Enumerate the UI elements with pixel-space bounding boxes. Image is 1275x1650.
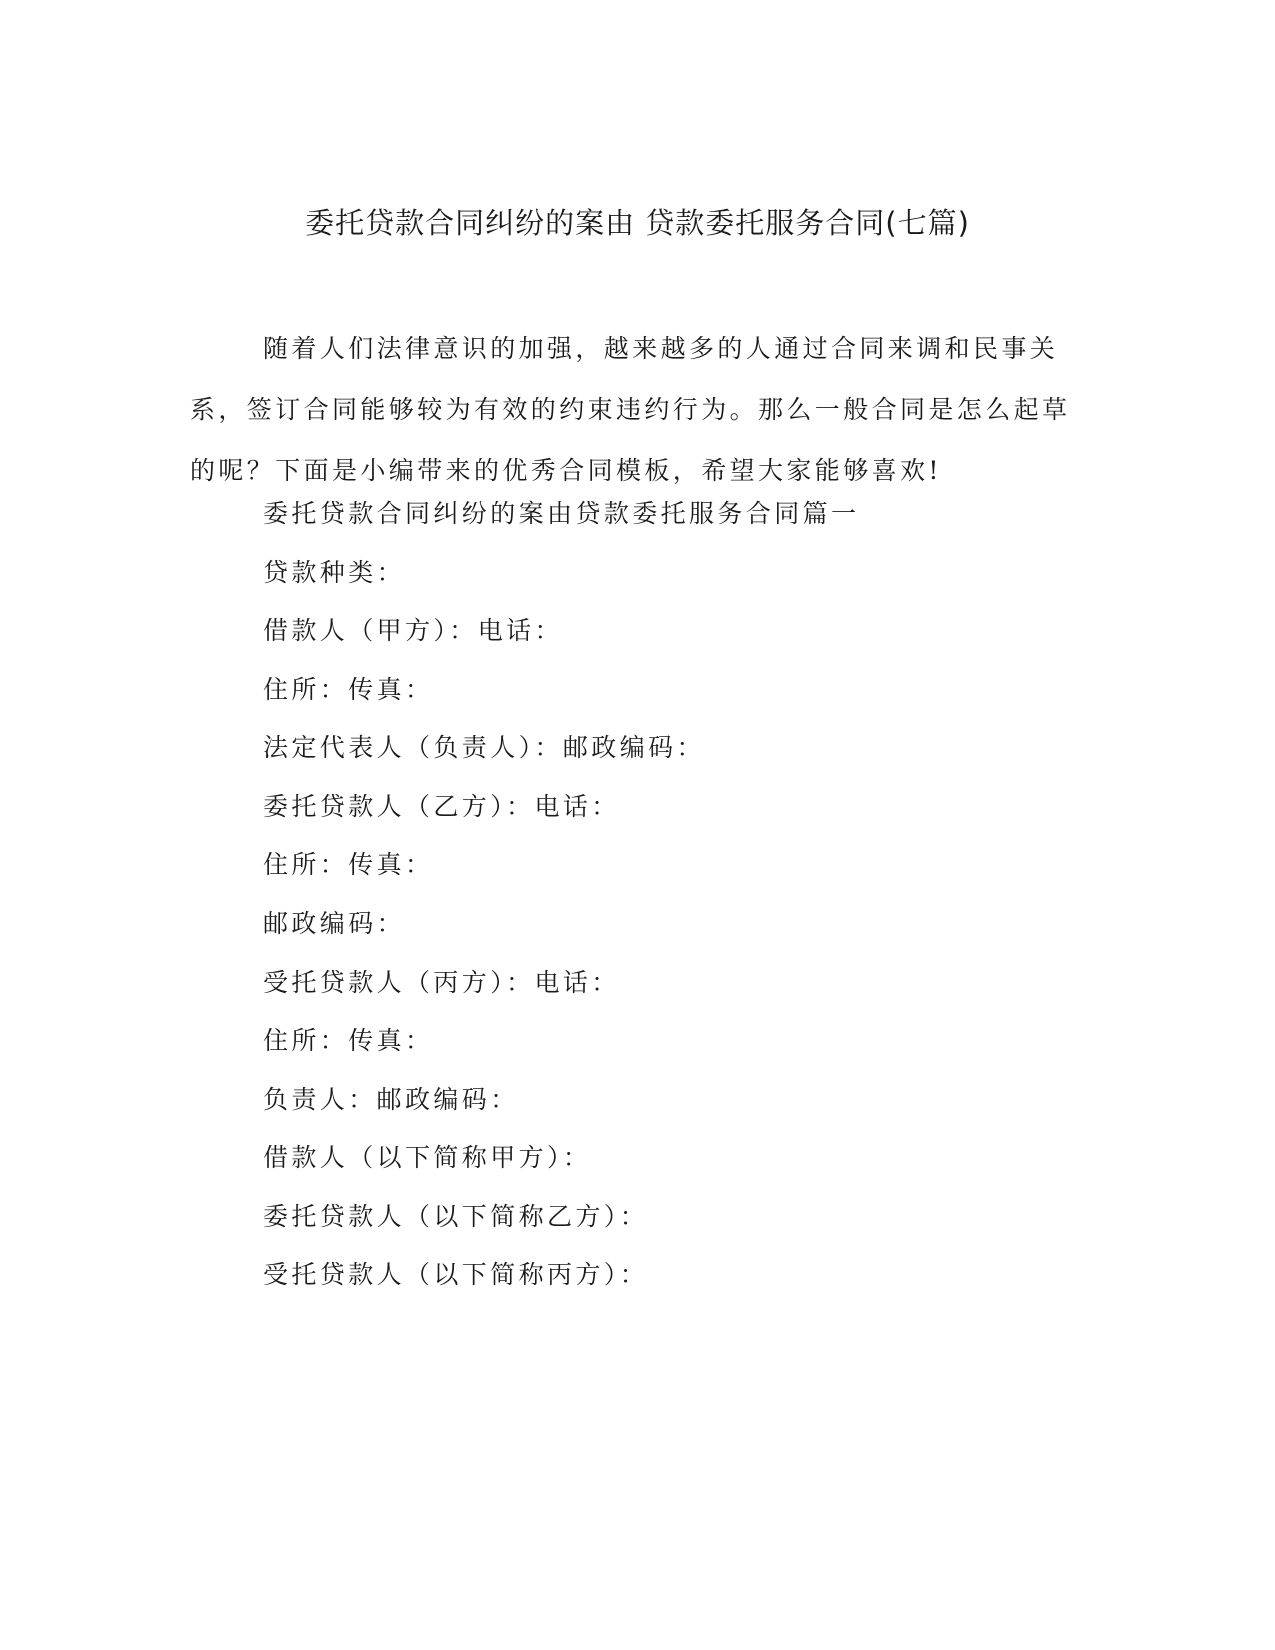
field-person-in-charge: 负责人：邮政编码： [263, 1085, 519, 1114]
field-address: 住所：传真： [263, 1026, 434, 1055]
field-legal-rep: 法定代表人（负责人）：邮政编码： [263, 733, 705, 762]
document-title: 委托贷款合同纠纷的案由 贷款委托服务合同(七篇) [305, 206, 970, 240]
intro-paragraph: 随着人们法律意识的加强，越来越多的人通过合同来调和民事关系，签订合同能够较为有效的约束违约行为。那么一般合同是怎么起草的呢？下面是小编带来的优秀合同模板，希望大家能够喜欢! [190, 334, 1071, 485]
party-c-definition: 受托贷款人（以下简称丙方）： [263, 1260, 649, 1289]
field-address: 住所：传真： [263, 675, 434, 704]
field-postcode: 邮政编码： [263, 909, 406, 938]
party-b-definition: 委托贷款人（以下简称乙方）： [263, 1202, 649, 1231]
field-loan-type: 贷款种类： [263, 558, 406, 587]
field-trustee-lender: 受托贷款人（丙方）：电话： [263, 968, 620, 997]
party-a-definition: 借款人（以下简称甲方）： [263, 1143, 592, 1172]
field-entrusting-lender: 委托贷款人（乙方）：电话： [263, 792, 620, 821]
section-heading: 委托贷款合同纠纷的案由贷款委托服务合同篇一 [263, 499, 860, 528]
field-address: 住所：传真： [263, 850, 434, 879]
field-borrower: 借款人（甲方）：电话： [263, 616, 563, 645]
